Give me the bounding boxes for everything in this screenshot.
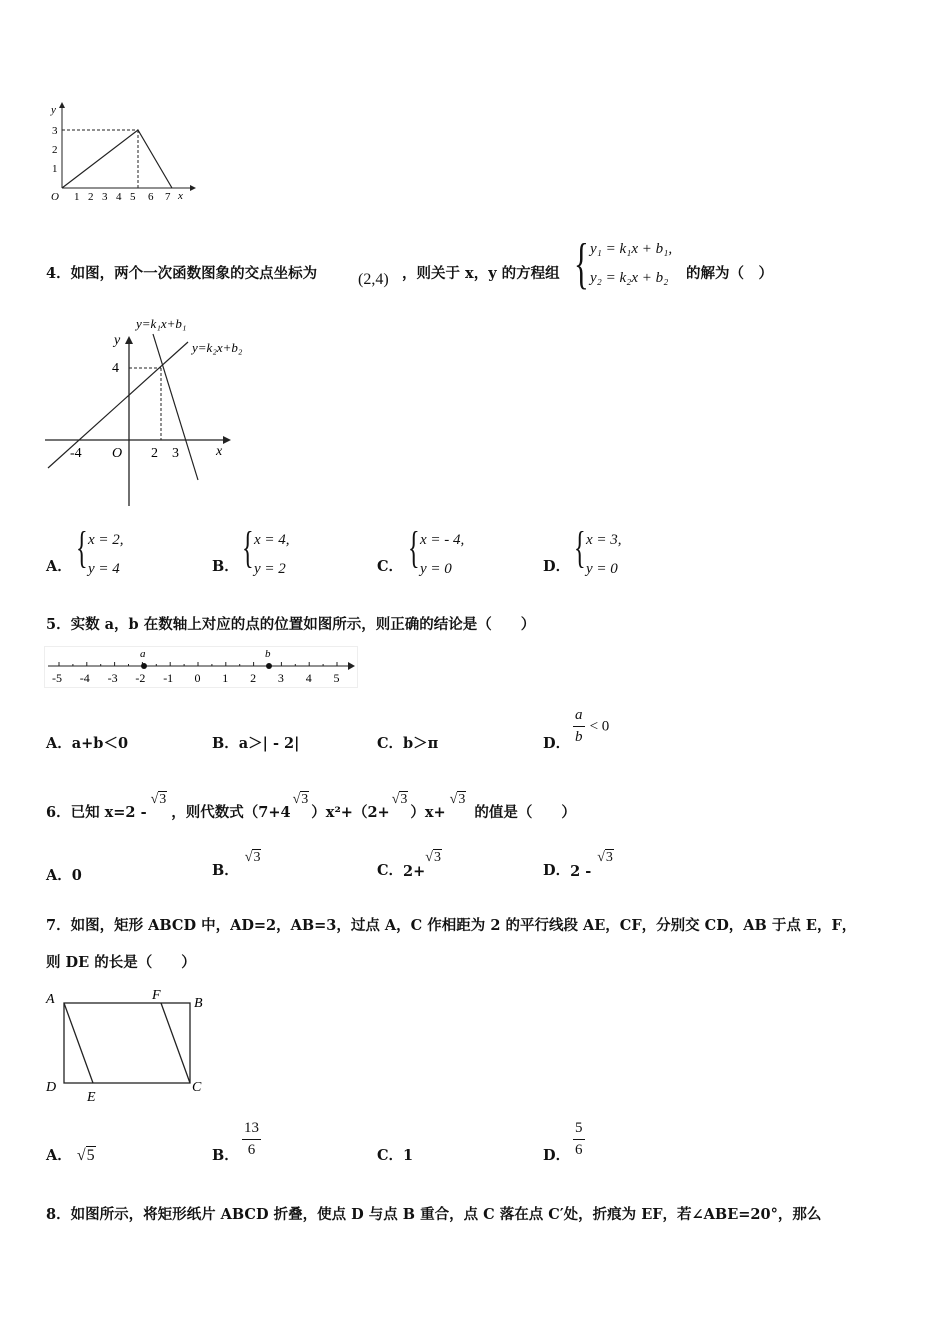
point-b-marker [266, 663, 272, 669]
q6-stem: 6．已知 x=2 - √3 ，则代数式（7+4 √3 ）x²+（2+ √3 ）x+ √3 的值是（ ） [46, 792, 576, 821]
y-tick: 3 [52, 125, 58, 137]
q7-stem-line2: 则 DE 的长是（ ） [46, 954, 196, 971]
number-line-label: 3 [277, 671, 284, 685]
q4-tick-2: 2 [151, 446, 158, 461]
q4-option-c-brace: { [408, 523, 420, 572]
q4-eq1: y₁ = k₁x + b₁, [590, 241, 673, 257]
number-line-label: -3 [107, 671, 118, 685]
q6-option-c: C． 2+ √3 [377, 850, 441, 880]
label-E: E [87, 1090, 96, 1105]
q4-tick-neg4: -4 [70, 446, 82, 461]
label-B: B [194, 996, 203, 1011]
q8-stem: 8．如图所示，将矩形纸片 ABCD 折叠，使点 D 与点 B 重合，点 C 落在点 C′处，折痕为 EF，若∠ABE=20°，那么 [46, 1206, 822, 1223]
q7-option-d-frac: $\frac{5}{6}$ [575, 1120, 583, 1158]
q4-option-d-brace: { [574, 523, 586, 572]
label-F: F [152, 988, 161, 1003]
number-line-label: -1 [163, 671, 174, 685]
origin-label: O [51, 191, 59, 203]
q4-option-d-l1: x = 3, [586, 532, 622, 548]
x-tick: 2 [88, 191, 94, 203]
x-tick: 5 [130, 191, 136, 203]
q4-option-a-l1: x = 2, [88, 532, 124, 548]
q4-option-b-l1: x = 4, [254, 532, 290, 548]
q7-option-c: C．1 [377, 1147, 414, 1164]
q4-text-before: 4．如图，两个一次函数图象的交点坐标为 [46, 265, 318, 282]
x-axis-label: x [178, 190, 183, 202]
q4-text-mid: ，则关于 x，y 的方程组 [402, 265, 560, 282]
number-line-label: -4 [79, 671, 90, 685]
q4-option-a-brace: { [76, 523, 88, 572]
q4-line2-label: y=k₂x+b₂ [192, 340, 243, 355]
q4-origin: O [112, 446, 123, 461]
x-tick: 1 [74, 191, 80, 203]
q5-stem: 5．实数 a，b 在数轴上对应的点的位置如图所示，则正确的结论是（ ） [46, 616, 536, 633]
q4-option-c-l2: y = 0 [420, 561, 452, 577]
number-line-label: 4 [305, 671, 312, 685]
q7-option-d-letter: D． [543, 1147, 571, 1164]
q5-option-c: C．b＞π [377, 735, 439, 752]
q5-option-d-letter: D． [543, 735, 571, 752]
number-line-label: -5 [52, 671, 62, 685]
x-tick: 3 [102, 191, 108, 203]
q6-option-a: A．0 [46, 867, 82, 884]
q7-option-b-frac: $\frac{13}{6}$ [244, 1120, 259, 1158]
q4-system-brace: { [574, 233, 589, 295]
x-tick: 7 [165, 191, 171, 203]
q6-option-d: D． 2 - √3 [543, 850, 613, 880]
y-axis-label: y [51, 104, 56, 116]
q4-line1-label: y=k₁x+b₁ [136, 316, 187, 331]
point-a-marker [141, 663, 147, 669]
q7-stem-line1: 7．如图，矩形 ABCD 中，AD=2，AB=3，过点 A，C 作相距为 2 的平行线段 AE，CF，分别交 CD，AB 于点 E，F， [46, 917, 857, 934]
q4-text-after: 的解为（ ） [686, 265, 773, 282]
label-C: C [192, 1080, 202, 1095]
q5-option-b: B．a＞| - 2| [212, 735, 300, 752]
point-b-label: b [265, 648, 271, 660]
q4-option-a-l2: y = 4 [88, 561, 120, 577]
q4-option-a-letter: A． [46, 558, 72, 575]
q5-option-d-expr: $\frac{a}{b}$ < 0 [575, 707, 610, 745]
q4-option-d-l2: y = 0 [586, 561, 618, 577]
q4-tick-4: 4 [112, 361, 119, 376]
q4-option-c-letter: C． [377, 558, 404, 575]
y-tick: 2 [52, 144, 58, 156]
number-line-label: 5 [333, 671, 340, 685]
q5-option-a: A．a+b＜0 [46, 735, 129, 752]
top-graph [40, 98, 200, 208]
number-line-label: 0 [194, 671, 201, 685]
q4-eq2: y₂ = k₂x + b₂ [590, 270, 669, 286]
number-line-label: 2 [250, 671, 257, 685]
number-line-label: -2 [135, 671, 146, 685]
q4-option-d-letter: D． [543, 558, 571, 575]
q4-stem [46, 262, 317, 283]
q7-figure [42, 985, 212, 1105]
label-A: A [46, 992, 55, 1007]
q4-x-label: x [216, 444, 223, 459]
q4-graph [40, 312, 270, 512]
point-a-label: a [140, 648, 146, 660]
x-tick: 6 [148, 191, 154, 203]
q7-option-b-letter: B． [212, 1147, 239, 1164]
q4-y-label: y [114, 333, 121, 348]
q4-tick-3: 3 [172, 446, 179, 461]
q4-point: (2,4) [358, 271, 389, 288]
x-tick: 4 [116, 191, 122, 203]
q5-number-line [44, 646, 358, 688]
y-tick: 1 [52, 163, 58, 175]
q7-option-a: A． √5 [46, 1147, 95, 1164]
q6-option-b: B． √3 [212, 850, 261, 879]
q4-option-c-l1: x = - 4, [420, 532, 465, 548]
q4-option-b-l2: y = 2 [254, 561, 286, 577]
q4-option-b-brace: { [242, 523, 254, 572]
label-D: D [46, 1080, 57, 1095]
q4-option-b-letter: B． [212, 558, 239, 575]
number-line-label: 1 [222, 671, 229, 685]
